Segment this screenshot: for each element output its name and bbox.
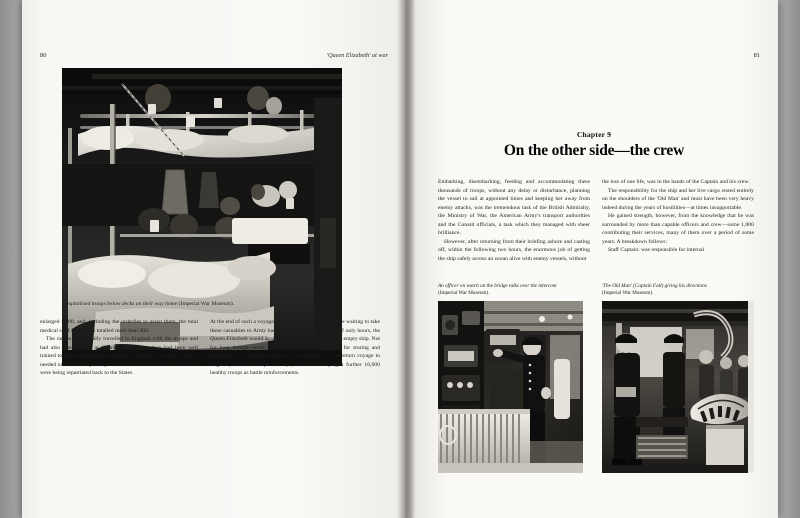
caption-source: (Imperial War Museum). <box>178 301 235 307</box>
spread-left-edge <box>0 0 22 518</box>
paragraph: The nurses had initially travelled to England with the troops and had also disembarked at Gourock. In Europe they had been well trained to cope with nursing casualties, and they were now urgently needed on this return journey to nurse the hundreds of wounded who were being repatriated back to the States. <box>40 336 198 377</box>
left-column-1 <box>40 318 198 378</box>
paragraph: Embarking, disembarking, feeding and accommodating these thousands of troops, without any delay or disturbance, planning the vessel to sail at appointed times and keeping her away from enemy attacks, was the tremendous task of the British Admiralty, the Ministry of War, the American Army's transport authorities and the Cunard officials, a task which they managed with sheer brilliance. <box>438 179 590 237</box>
right-page-columns <box>438 178 754 263</box>
caption-source: (Imperial War Museum). <box>438 289 490 296</box>
officer-on-watch-photo <box>438 301 583 473</box>
photo-grain <box>438 301 583 473</box>
paragraph: However, after returning from their briefing ashore and casting off, within the following two hours, the enormous job of getting the ship safely across an ocean alive with enemy vessels, without <box>438 238 590 262</box>
left-page <box>22 0 410 518</box>
left-page-folio: 80 <box>40 52 47 59</box>
spread-right-edge <box>778 0 800 518</box>
paragraph: enlarged to 80, and, including the orderlies to assist them, the total medical staff sometimes totalled more than 400. <box>40 319 198 334</box>
old-man-caption <box>602 283 754 297</box>
chapter-title: On the other side—the crew <box>503 142 685 159</box>
photo-grain <box>602 301 754 473</box>
caption-text: 'The Old Man' (Captain Fall) giving his directions <box>602 283 707 289</box>
old-man-captain-fall-photo <box>602 301 754 473</box>
officer-on-watch-caption <box>438 283 590 297</box>
caption-text: An officer on watch on the bridge talks over the intercom <box>438 283 557 289</box>
paragraph: the loss of one life, was in the hands of the Captain and his crew. <box>602 179 750 185</box>
caption-source: (Imperial War Museum). <box>602 289 654 296</box>
right-page-folio: 81 <box>753 52 760 59</box>
paragraph: At the end of such a voyage, lines of ambulances would be waiting to take these casualties to Army base hospitals and, in a matter of only hours, the Queen Elizabeth would again have the feeling of being an empty ship. Not for long though—even in this short time, preparation for storing and refuelling were already under way, in readiness for the return voyage to England, within a couple of days, this time carrying a further 16,000 healthy troops as battle reinforcements. <box>210 319 381 377</box>
chapter-number: Chapter 9 <box>576 130 612 139</box>
left-page-running-head: 'Queen Elizabeth' at war <box>326 52 388 59</box>
left-column-2 <box>210 318 380 378</box>
right-page <box>410 0 778 518</box>
paragraph: Staff Captain: was responsible for internal <box>608 247 705 254</box>
right-column-1 <box>438 178 590 263</box>
paragraph: The responsibility for the ship and her live cargo rested entirely on the shoulders of the 'Old Man' and must have been very heavy indeed during the years of hostilities—at times insupportable. <box>602 187 754 211</box>
hospitalised-troops-caption <box>62 301 352 309</box>
left-page-columns <box>40 318 392 378</box>
right-column-2 <box>602 178 754 263</box>
caption-text: Hospitalised troops below decks on their way home <box>62 301 179 307</box>
paragraph: He gained strength, however, from the knowledge that he was surrounded by more than capable officers and crew—some 1,000 contributing their services, many of them over a period of some years. A breakdown follows: <box>602 213 754 245</box>
